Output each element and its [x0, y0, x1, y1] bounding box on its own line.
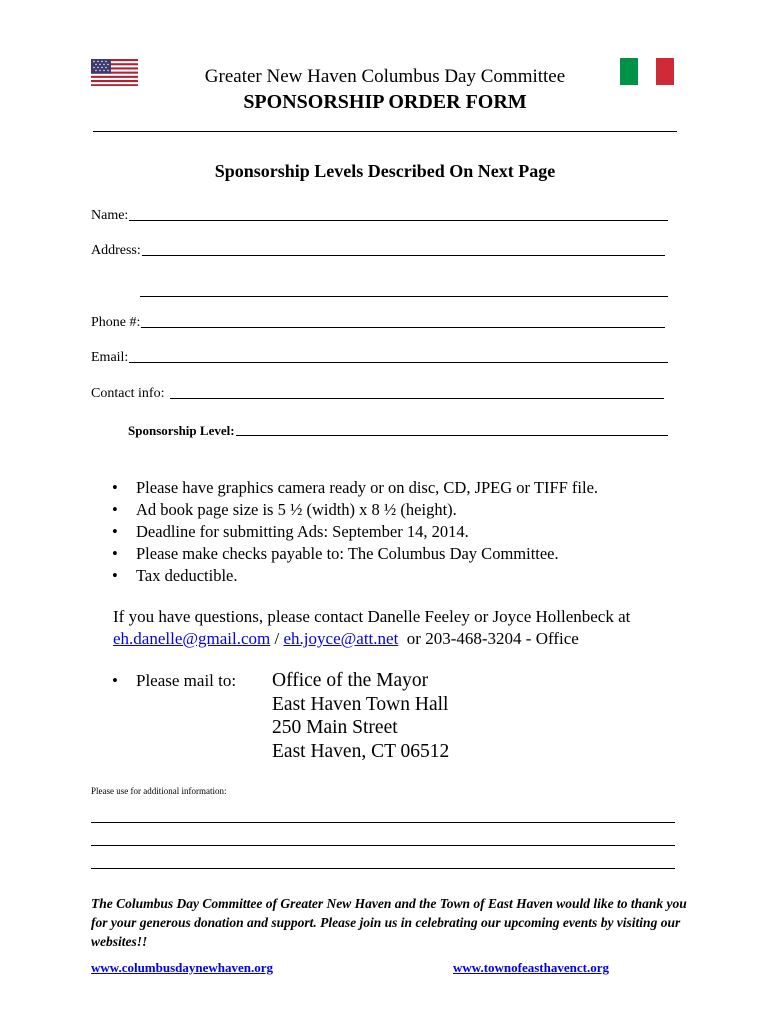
additional-info-line[interactable] [91, 845, 675, 846]
name-input-line[interactable] [129, 219, 668, 221]
address-input-line[interactable] [142, 254, 665, 256]
address-line: East Haven Town Hall [272, 693, 449, 715]
contact-info-input-line[interactable] [170, 397, 665, 399]
header-divider [93, 131, 677, 132]
phone-field[interactable] [91, 315, 665, 331]
thank-you-note: The Columbus Day Committee of Greater New Haven and the Town of East Haven would like to thank you for your generous donation and support. Please join us in celebrating our upcoming events by visiting our websites!! [91, 896, 687, 949]
contact-info-field[interactable] [91, 386, 664, 402]
office-phone: or 203-468-3204 - Office [398, 629, 579, 648]
bullet-icon: • [112, 566, 118, 585]
bullet-icon: • [112, 478, 118, 497]
phone-input-line[interactable] [141, 326, 665, 328]
additional-info-line[interactable] [91, 822, 675, 823]
website-link-east-haven[interactable]: www.townofeasthavenct.org [453, 960, 609, 975]
name-label: Name: [91, 208, 129, 223]
list-item: • Ad book page size is 5 ½ (width) x 8 ½ (height). [112, 500, 457, 519]
bullet-icon: • [112, 544, 118, 563]
website-link-columbus-day[interactable]: www.columbusdaynewhaven.org [91, 960, 274, 975]
address-field[interactable] [91, 243, 665, 259]
address-line: East Haven, CT 06512 [272, 740, 450, 762]
org-name: Greater New Haven Columbus Day Committee [204, 66, 566, 87]
address-line: 250 Main Street [272, 717, 398, 738]
email-input-line[interactable] [129, 361, 668, 363]
list-item: • Deadline for submitting Ads: September 14, 2014. [112, 522, 469, 541]
bullet-icon: • [112, 522, 118, 541]
bullet-icon: • [112, 671, 118, 690]
address-label: Address: [91, 243, 141, 258]
list-item: • Please have graphics camera ready or on disc, CD, JPEG or TIFF file. [112, 478, 599, 497]
form-title: SPONSORSHIP ORDER FORM [243, 91, 527, 113]
list-item: • Please make checks payable to: The Columbus Day Committee. [112, 544, 559, 563]
contact-intro: If you have questions, please contact Danelle Feeley or Joyce Hollenbeck at [113, 607, 631, 626]
levels-heading: Sponsorship Levels Described On Next Page [214, 161, 556, 181]
phone-label: Phone #: [91, 315, 141, 330]
list-item: • Tax deductible. [112, 566, 238, 585]
email-separator: / [270, 629, 284, 648]
contact-info-label: Contact info: [91, 386, 165, 401]
instructions-list [112, 477, 598, 587]
mailing-address [272, 669, 449, 763]
name-field[interactable] [91, 208, 668, 224]
email-label: Email: [91, 350, 129, 365]
sponsorship-level-input-line[interactable] [236, 434, 668, 436]
additional-info-label: Please use for additional information: [91, 786, 227, 796]
sponsorship-level-label: Sponsorship Level: [128, 423, 235, 438]
sponsorship-level-field[interactable] [128, 423, 668, 439]
email-link-danelle[interactable]: eh.danelle@gmail.com [113, 629, 271, 648]
email-field[interactable] [91, 350, 668, 366]
email-link-joyce[interactable]: eh.joyce@att.net [283, 629, 399, 648]
address-line: Office of the Mayor [272, 670, 429, 691]
contact-paragraph [113, 606, 673, 650]
address-line-2[interactable] [140, 296, 668, 297]
bullet-icon: • [112, 500, 118, 519]
additional-info-line[interactable] [91, 868, 675, 869]
mail-label: • Please mail to: [112, 671, 237, 690]
